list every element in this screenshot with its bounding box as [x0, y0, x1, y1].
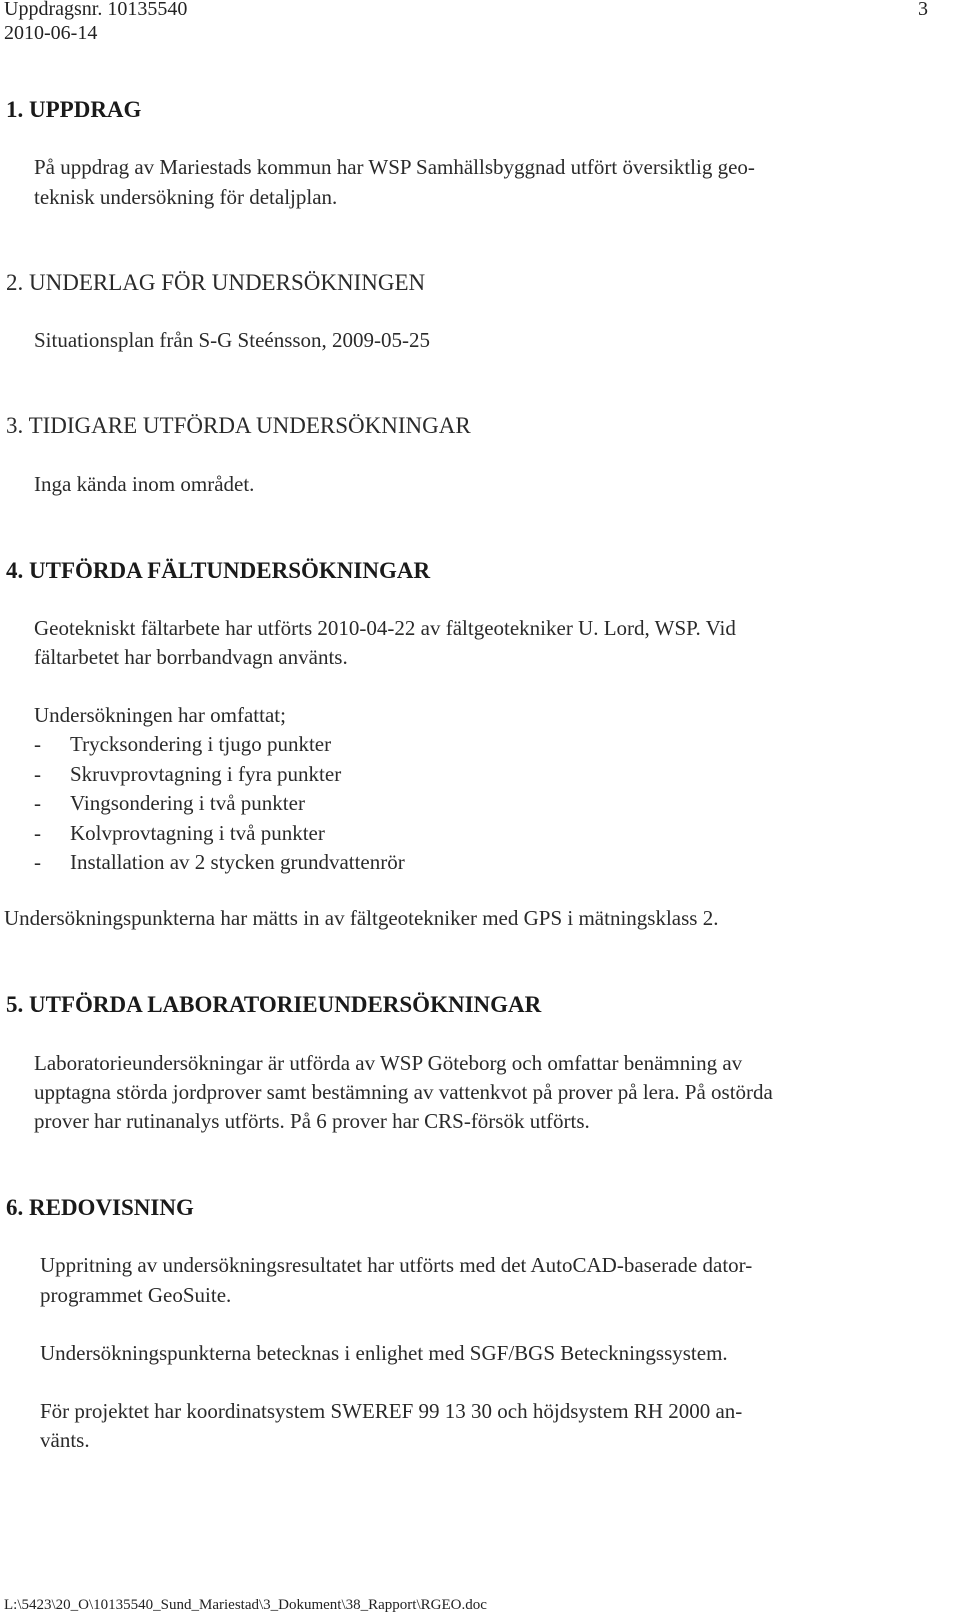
list-item-text: Kolvprovtagning i två punkter — [70, 820, 325, 845]
section-4-heading: 4. UTFÖRDA FÄLTUNDERSÖKNINGAR — [6, 558, 431, 583]
section-4-list-intro: Undersökningen har omfattat; — [34, 703, 286, 727]
list-dash: - — [34, 791, 41, 815]
section-3-heading: 3. TIDIGARE UTFÖRDA UNDERSÖKNINGAR — [6, 413, 471, 438]
list-item — [34, 789, 405, 819]
investigation-list — [34, 730, 405, 878]
list-item-text: Installation av 2 stycken grundvattenrör — [70, 850, 405, 874]
section-5-line-2: upptagna störda jordprover samt bestämning av vattenkvot på prover på lera. På ostörda — [34, 1080, 773, 1104]
section-5-line-3: prover har rutinanalys utförts. På 6 prover har CRS-försök utförts. — [34, 1109, 590, 1133]
section-6-heading: 6. REDOVISNING — [6, 1195, 194, 1220]
list-item — [34, 730, 405, 760]
list-dash: - — [34, 820, 41, 845]
section-5-heading: 5. UTFÖRDA LABORATORIEUNDERSÖKNINGAR — [6, 992, 542, 1017]
section-6-p1-line-2: programmet GeoSuite. — [40, 1283, 232, 1307]
list-item-text: Trycksondering i tjugo punkter — [70, 732, 332, 756]
list-dash: - — [34, 761, 41, 786]
section-5-line-1: Laboratorieundersökningar är utförda av WSP Göteborg och omfattar benämning av — [34, 1051, 743, 1075]
section-1-line-1: På uppdrag av Mariestads kommun har WSP Samhällsbyggnad utfört översiktlig geo- — [34, 155, 755, 179]
list-item-text: Vingsondering i två punkter — [70, 791, 305, 815]
list-dash: - — [34, 850, 41, 874]
list-item — [34, 848, 405, 878]
footer-file-path: L:\5423\20_O\10135540_Sund_Mariestad\3_Dokument\38_Rapport\RGEO.doc — [4, 1597, 487, 1613]
section-3-line-1: Inga kända inom området. — [34, 472, 255, 496]
section-1-heading: 1. UPPDRAG — [6, 97, 142, 122]
section-2-line-1: Situationsplan från S-G Steénsson, 2009-05-25 — [34, 328, 431, 352]
section-4-line-1: Geotekniskt fältarbete har utförts 2010-04-22 av fältgeotekniker U. Lord, WSP. Vid — [34, 616, 736, 640]
list-item — [34, 819, 405, 849]
header-assignment-number: Uppdragsnr. 10135540 — [4, 0, 188, 20]
section-6-p3-line-1: För projektet har koordinatsystem SWEREF 99 13 30 och höjdsystem RH 2000 an- — [40, 1399, 743, 1423]
section-6-p2-line-1: Undersökningspunkterna betecknas i enlighet med SGF/BGS Beteckningssystem. — [40, 1341, 728, 1365]
list-dash: - — [34, 732, 41, 756]
section-1-line-2: teknisk undersökning för detaljplan. — [34, 185, 338, 209]
header-date: 2010-06-14 — [4, 22, 98, 44]
header-page-number: 3 — [918, 0, 928, 20]
section-2-heading: 2. UNDERLAG FÖR UNDERSÖKNINGEN — [6, 270, 426, 295]
section-6-p3-line-2: vänts. — [40, 1428, 90, 1452]
list-item-text: Skruvprovtagning i fyra punkter — [70, 761, 342, 786]
section-4-line-2: fältarbetet har borrbandvagn använts. — [34, 645, 348, 669]
list-item — [34, 760, 405, 790]
section-4-closing: Undersökningspunkterna har mätts in av fältgeotekniker med GPS i mätningsklass 2. — [4, 906, 719, 930]
section-6-p1-line-1: Uppritning av undersökningsresultatet har utförts med det AutoCAD-baserade dator- — [40, 1253, 753, 1277]
